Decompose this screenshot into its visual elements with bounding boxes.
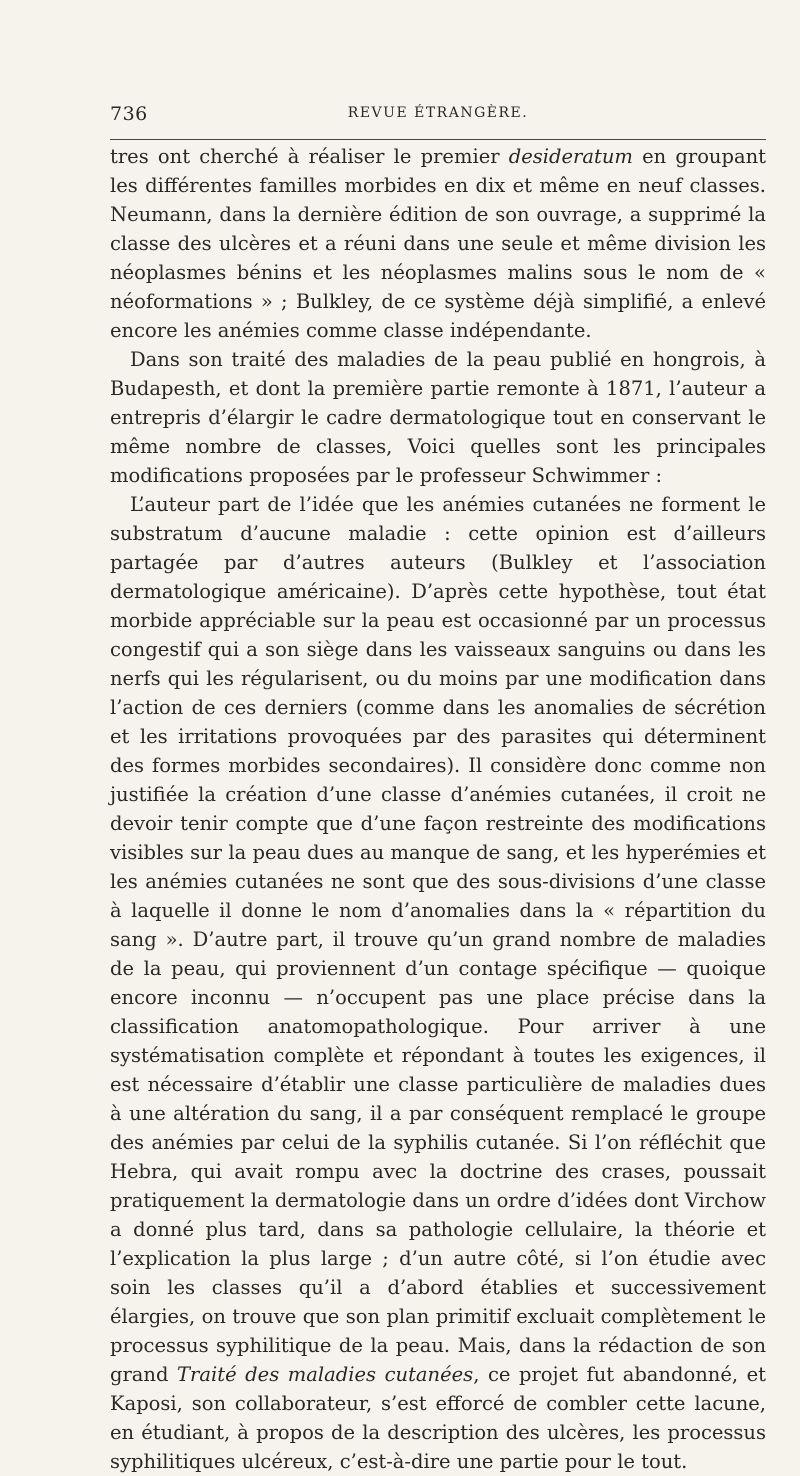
header-rule — [110, 139, 766, 140]
paragraph-3 — [110, 490, 766, 1476]
paragraph-2 — [110, 345, 766, 490]
paragraph-2-text: Dans son traité des maladies de la peau publié en hongrois, à Budapesth, et dont la première partie remonte à 1871, l’auteur a entrepris d’élargir le cadre dermatologique tout en conservant le même nombre de classes, Voici quelles sont les principales modifications proposées par le professeur Schwimmer : — [110, 348, 766, 487]
page-header — [110, 103, 766, 129]
paragraph-1 — [110, 142, 766, 345]
page-number: 736 — [110, 103, 148, 125]
running-title: REVUE ÉTRANGÈRE. — [347, 105, 529, 121]
paragraph-1-text: tres ont cherché à réaliser le premier — [110, 145, 509, 168]
body-text — [110, 142, 766, 1476]
paragraph-3-text: L’auteur part de l’idée que les anémies cutanées ne forment le substratum d’aucune maladie : cette opinion est d’ailleurs partagée par d’autres auteurs (Bulkley et l’association dermatologique américaine). D’après cette hypothèse, tout état morbide appréciable sur la peau est occasionné par un processus congestif qui a son siège dans les vaisseaux sanguins ou dans les nerfs qui les régularisent, ou du moins par une modification dans l’action de ces derniers (comme dans les anomalies de sécrétion et les irritations provoquées par des parasites qui déterminent des formes morbides secondaires). Il considère donc comme non justifiée la création d’une classe d’anémies cutanées, il croit ne devoir tenir compte que d’une façon restreinte des modifications visibles sur la peau dues au manque de sang, et les hyperémies et les anémies cutanées ne sont que des sous-divisions d’une classe à laquelle il donne le nom d’anomalies dans la « répartition du sang ». D’autre part, il trouve qu’un grand nombre de maladies de la peau, qui proviennent d’un contage spécifique — quoique encore inconnu — n’occupent pas une place précise dans la classification anatomopathologique. Pour arriver à une systématisation complète et répondant à toutes les exigences, il est nécessaire d’établir une classe particulière de maladies dues à une altération du sang, il a par conséquent remplacé le groupe des anémies par celui de la syphilis cutanée. Si l’on réfléchit que Hebra, qui avait rompu avec la doctrine des crases, poussait pratiquement la dermatologie dans un ordre d’idées dont Virchow a donné plus tard, dans sa pathologie cellulaire, la théorie et l’explication la plus large ; d’un autre côté, si l’on étudie avec soin les classes qu’il a d’abord établies et successivement élargies, on trouve que son plan primitif excluait complètement le processus syphilitique de la peau. Mais, dans la rédaction de son grand — [110, 493, 766, 1386]
paragraph-3-italic: Traité des maladies cutanées — [177, 1363, 474, 1386]
paragraph-1-italic: desideratum — [508, 145, 633, 168]
paragraph-3-text-cont: , ce projet fut abandonné, et Kaposi, son collaborateur, s’est efforcé de combler cette lacune, en étudiant, à propos de la description des ulcères, les processus syphilitiques ulcéreux, c’est-à-dire une partie pour le tout. — [110, 1363, 767, 1473]
paragraph-1-text-cont: en groupant les différentes familles morbides en dix et même en neuf classes. Neumann, dans la dernière édition de son ouvrage, a supprimé la classe des ulcères et a réuni dans une seule et même division les néoplasmes bénins et les néoplasmes malins sous le nom de « néoformations » ; Bulkley, de ce système déjà simplifié, a enlevé encore les anémies comme classe indépendante. — [110, 145, 766, 342]
